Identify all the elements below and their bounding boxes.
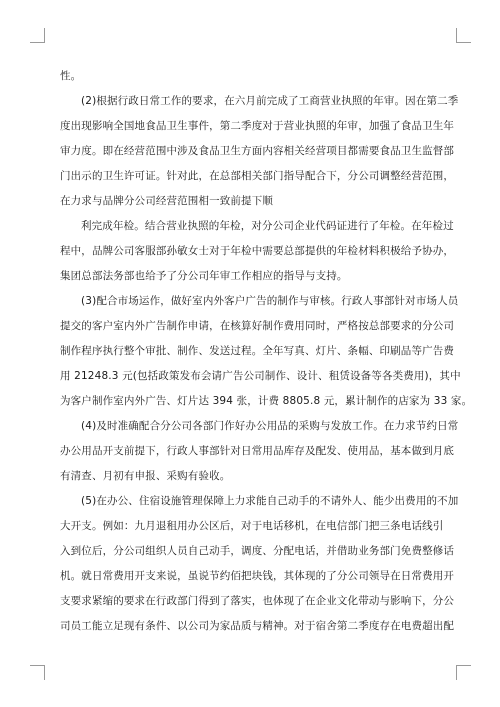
text-line: 在力求与品牌分公司经营范围相一致前提下顺 [60,195,273,207]
crop-mark-top-left [30,28,45,43]
crop-mark-top-right [456,28,471,43]
text-line: (3)配合市场运作，做好室内外客户广告的制作与审核。行政人事部针对市场人员 [81,295,459,307]
text-line: 机。就日常费用开支来说，虽说节约佰把块钱，其体现的了分公司领导在日常费用开 [60,570,455,582]
text-line: (4)及时准确配合分公司各部门作好办公用品的采购与发放工作。在力求节约日常 [81,420,459,432]
crop-mark-bottom-left [30,665,45,680]
text-line: 性。 [60,70,82,82]
text-line: 门出示的卫生许可证。针对此，在总部相关部门指导配合下，分公司调整经营范围， [60,170,455,182]
text-line: (2)根据行政日常工作的要求，在六月前完成了工商营业执照的年审。因在第二季 [81,95,459,107]
text-line: 有清查、月初有申报、采购有验收。 [60,470,231,482]
text-line: 提交的客户室内外广告制作申请，在核算好制作费用同时，严格按总部要求的分公司 [60,320,455,332]
text-line: 度出现影响全国地食品卫生事件，第二季度对于营业执照的年审，加强了食品卫生年 [60,120,455,132]
text-line: 入到位后，分公司组织人员自己动手，调度、分配电话，并借助业务部门免费整修话 [60,545,455,557]
document-body [60,64,473,639]
text-line: (5)在办公、住宿设施管理保障上力求能自己动手的不请外人、能少出费用的不加 [81,495,459,507]
text-line: 利完成年检。结合营业执照的年检，对分公司企业代码证进行了年检。在年检过 [81,220,454,232]
text-line: 办公用品开支前提下，行政人事部针对日常用品库存及配发、使用品，基本做到月底 [60,445,455,457]
text-line: 司员工能立足现有条件、以公司为家品质与精神。对于宿舍第二季度存在电费超出配 [60,620,455,632]
text-line: 审力度。即在经营范围中涉及食品卫生方面内容相关经营项目都需要食品卫生监督部 [60,145,455,157]
text-line: 制作程序执行整个审批、制作、发送过程。全年写真、灯片、条幅、印刷品等广告费 [60,345,455,357]
text-line: 用 21248.3 元(包括政策发布会请广告公司制作、设计、租赁设备等各类费用)，其中 [60,370,461,382]
crop-mark-bottom-right [456,665,471,680]
text-line: 支要求紧缩的要求在行政部门得到了落实，也体现了在企业文化带动与影响下，分公 [60,595,455,607]
text-line: 集团总部法务部也给予了分公司年审工作相应的指导与支持。 [60,270,348,282]
text-line: 程中，品牌公司客服部孙敏女士对于年检中需要总部提供的年检材料积极给予协办， [60,245,455,257]
text-line: 大开支。例如：九月退租用办公区后，对于电话移机，在电信部门把三条电话线引 [60,520,444,532]
text-line: 为客户制作室内外广告、灯片达 394 张，计费 8805.8 元，累计制作的店家为 33 家。 [60,395,473,407]
